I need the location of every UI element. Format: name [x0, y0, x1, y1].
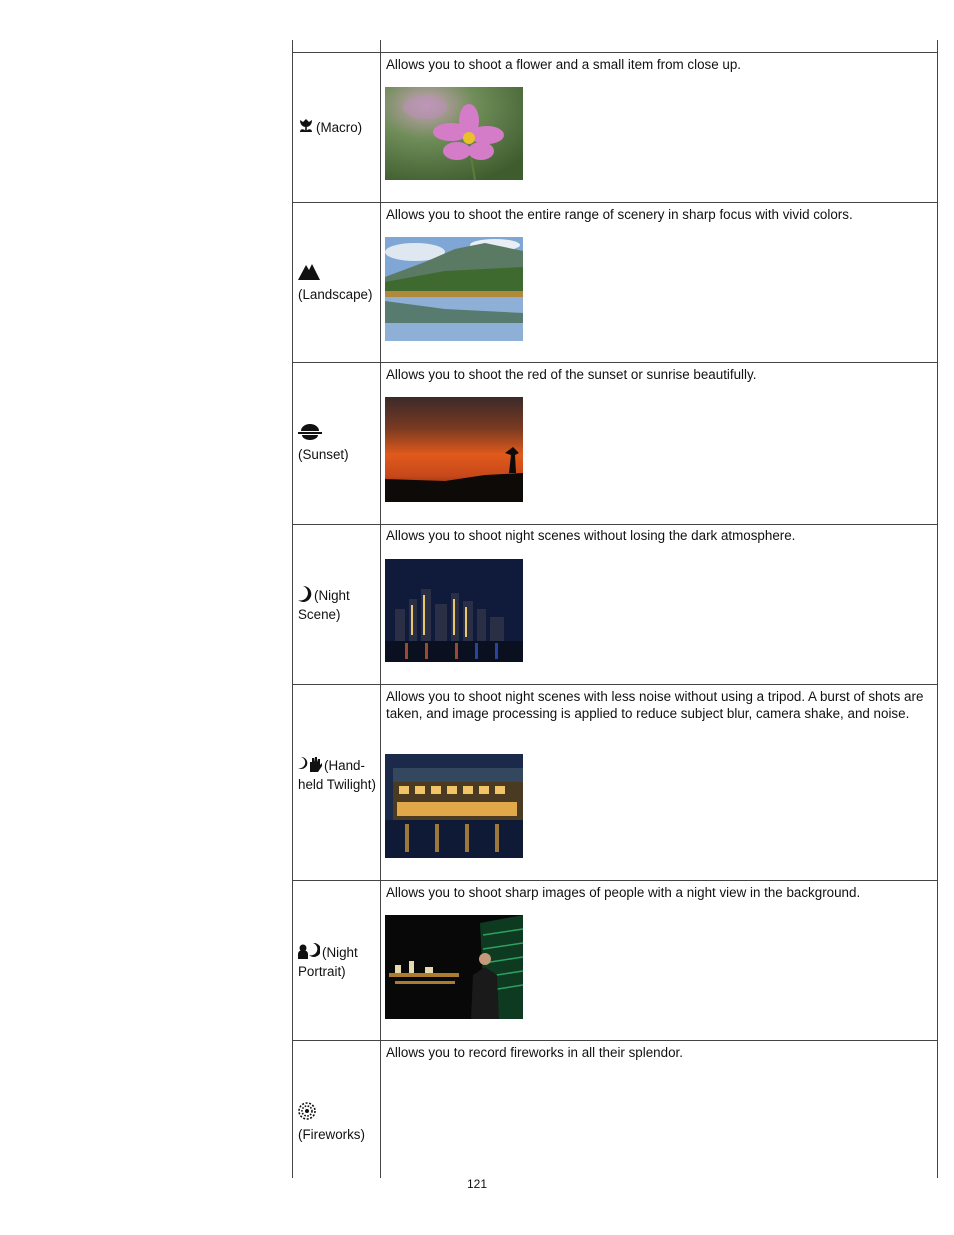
fireworks-icon	[298, 1102, 376, 1124]
row-divider	[292, 524, 937, 525]
city-skyline-night-photo	[385, 559, 523, 662]
sunset-icon	[298, 424, 376, 444]
scene-label-text: (Night Portrait)	[298, 945, 358, 979]
table-right-border	[937, 40, 938, 1178]
man-night-city-photo	[385, 915, 523, 1019]
scene-label-night-portrait	[298, 943, 378, 980]
row-divider	[292, 1040, 937, 1041]
scene-label-hand-held-twilight	[298, 756, 378, 793]
scene-description: Allows you to record fireworks in all their splendor.	[386, 1045, 683, 1060]
row-divider	[292, 684, 937, 685]
night-scene-icon	[298, 586, 312, 606]
scene-label-sunset	[298, 424, 378, 463]
pink-cosmos-flower-photo	[385, 87, 523, 180]
scene-description: Allows you to shoot a flower and a small item from close up.	[386, 57, 742, 72]
row-divider	[292, 880, 937, 881]
scene-label-macro	[298, 118, 378, 138]
hand-held-twilight-icon	[298, 756, 322, 776]
scene-description: Allows you to shoot the red of the sunset or sunrise beautifully.	[386, 367, 757, 382]
row-divider	[292, 362, 937, 363]
red-sunset-photo	[385, 397, 523, 502]
scene-label-fireworks	[298, 1102, 378, 1143]
row-divider	[292, 52, 937, 53]
row-divider	[292, 202, 937, 203]
page-number: 121	[466, 1177, 488, 1191]
scene-label-night-scene	[298, 586, 378, 623]
table-column-divider	[380, 40, 381, 1178]
table-left-border	[292, 40, 293, 1178]
scene-description: Allows you to shoot night scenes with less noise without using a tripod. A burst of shots are taken, and image processing is applied to reduce subject blur, camera shake, and noise.	[386, 689, 924, 721]
mountain-lake-photo	[385, 237, 523, 341]
macro-icon	[298, 118, 314, 138]
landscape-icon	[298, 262, 376, 284]
lit-building-night-photo	[385, 754, 523, 858]
scene-label-text: (Macro)	[316, 120, 363, 135]
night-portrait-icon	[298, 943, 320, 963]
scene-label-text: (Fireworks)	[298, 1127, 365, 1142]
scene-description: Allows you to shoot sharp images of people with a night view in the background.	[386, 885, 861, 900]
scene-label-text: (Night Scene)	[298, 588, 350, 622]
scene-label-text: (Sunset)	[298, 447, 349, 462]
scene-description: Allows you to shoot night scenes without losing the dark atmosphere.	[386, 528, 796, 543]
scene-description: Allows you to shoot the entire range of scenery in sharp focus with vivid colors.	[386, 207, 853, 222]
scene-label-text: (Landscape)	[298, 287, 373, 302]
scene-label-landscape	[298, 262, 378, 303]
scene-label-text: (Hand-held Twilight)	[298, 758, 376, 792]
